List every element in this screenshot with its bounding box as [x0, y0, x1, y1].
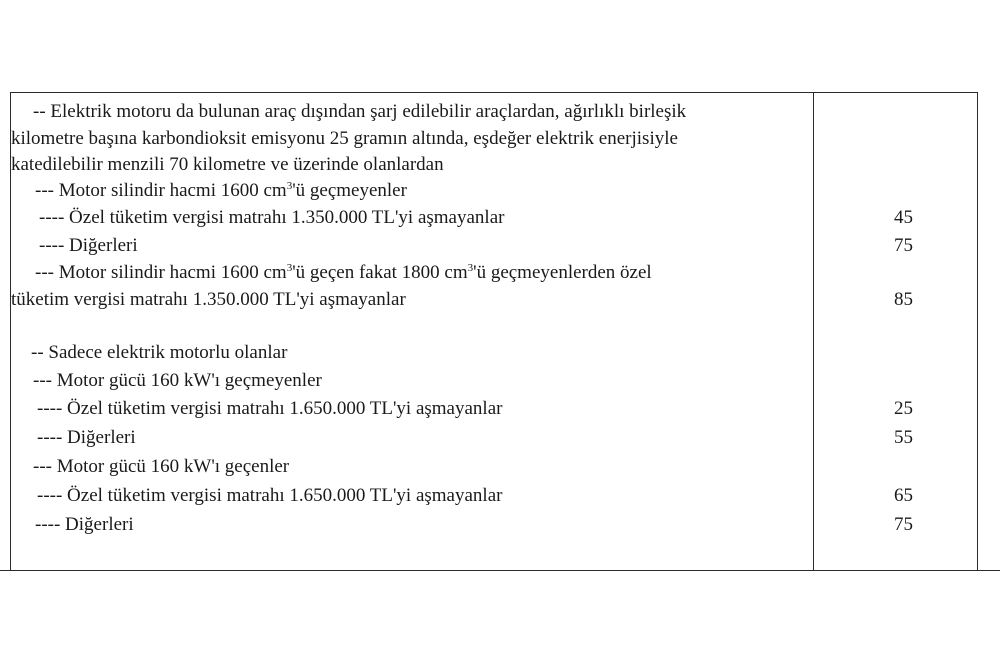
tax-rate-table — [10, 92, 978, 571]
table-row — [11, 339, 977, 367]
table-row — [11, 259, 977, 287]
tax-rate-value: 85 — [894, 289, 913, 310]
row-description: katedilebilir menzili 70 kilometre ve üzerinde olanlardan — [11, 154, 444, 175]
tax-rate-value: 25 — [894, 398, 913, 419]
row-description: ---- Diğerleri — [37, 427, 136, 448]
table-bottom-border — [0, 570, 1000, 571]
row-description: ---- Özel tüketim vergisi matrahı 1.650.000 TL'yi aşmayanlar — [37, 398, 503, 419]
tax-rate-value: 75 — [894, 235, 913, 256]
row-description: kilometre başına karbondioksit emisyonu 25 gramın altında, eşdeğer elektrik enerjisiyle — [11, 128, 678, 149]
row-description: -- Elektrik motoru da bulunan araç dışından şarj edilebilir araçlardan, ağırlıklı birleşik — [33, 101, 687, 122]
row-description: ---- Özel tüketim vergisi matrahı 1.650.000 TL'yi aşmayanlar — [37, 485, 503, 506]
table-row — [11, 286, 977, 314]
tax-rate-value: 45 — [894, 207, 913, 228]
row-description: -- Sadece elektrik motorlu olanlar — [31, 342, 288, 363]
table-row — [11, 367, 977, 395]
table-row — [11, 177, 977, 205]
table-row — [11, 204, 977, 232]
row-description: --- Motor silindir hacmi 1600 $cm^3'ü$ geçmeyenler — [35, 180, 407, 201]
tax-rate-value: 75 — [894, 514, 913, 535]
table-row — [11, 482, 977, 510]
table-row — [11, 395, 977, 423]
row-description: ---- Diğerleri — [35, 514, 134, 535]
table-row — [11, 125, 977, 153]
table-row — [11, 151, 977, 179]
tax-rate-value: 65 — [894, 485, 913, 506]
table-row — [11, 232, 977, 260]
row-description: tüketim vergisi matrahı 1.350.000 TL'yi aşmayanlar — [11, 289, 406, 310]
row-description: --- Motor silindir hacmi 1600 $cm^3'ü$ geçen fakat 1800 $cm^3'ü$ geçmeyenlerden özel — [35, 262, 652, 283]
row-description: ---- Diğerleri — [39, 235, 138, 256]
table-row — [11, 453, 977, 481]
row-description: --- Motor gücü 160 kW'ı geçmeyenler — [33, 370, 322, 391]
tax-rate-value: 55 — [894, 427, 913, 448]
row-description: --- Motor gücü 160 kW'ı geçenler — [33, 456, 290, 477]
row-description: ---- Özel tüketim vergisi matrahı 1.350.000 TL'yi aşmayanlar — [39, 207, 505, 228]
table-row — [11, 424, 977, 452]
table-row — [11, 511, 977, 539]
table-row — [11, 98, 977, 126]
